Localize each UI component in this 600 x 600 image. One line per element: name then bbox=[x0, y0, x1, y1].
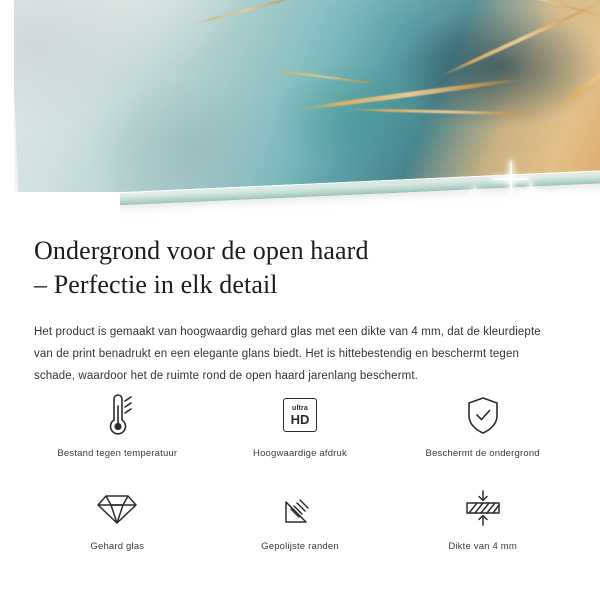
feature-label: Gehard glas bbox=[90, 541, 145, 552]
thermometer-icon bbox=[97, 392, 137, 438]
feature-item-tempered-glass bbox=[26, 485, 209, 552]
feature-label: Gepolijste randen bbox=[261, 541, 339, 552]
polished-edges-icon bbox=[280, 485, 320, 531]
feature-label: Bestand tegen temperatuur bbox=[57, 448, 178, 459]
hero-image bbox=[0, 0, 600, 218]
feature-item-temperature bbox=[26, 392, 209, 459]
diamond-icon bbox=[95, 485, 139, 531]
feature-item-thickness bbox=[391, 485, 574, 552]
badge-top-text: ultra bbox=[292, 404, 308, 412]
page-title-line-2: – Perfectie in elk detail bbox=[34, 270, 278, 300]
image-left-margin-mask bbox=[0, 0, 14, 218]
feature-item-print-quality bbox=[209, 392, 392, 459]
badge-bottom-text: HD bbox=[290, 411, 310, 427]
ultra-hd-icon bbox=[283, 392, 317, 438]
page-title bbox=[34, 234, 566, 303]
product-description-text: Het product is gemaakt van hoogwaardig gehard glas met een dikte van 4 mm, dat de kleurdiepte van de print benadrukt en een elegante glans biedt. Het is hittebestendig en beschermt tegen schade, waardoor het de ruimte rond de open haard jarenlang beschermt. bbox=[34, 325, 541, 383]
thickness-4mm-icon bbox=[461, 485, 505, 531]
shield-check-icon bbox=[463, 392, 503, 438]
image-bottom-margin-mask bbox=[0, 192, 120, 218]
text-content bbox=[0, 218, 600, 388]
feature-grid bbox=[0, 392, 600, 552]
feature-label: Dikte van 4 mm bbox=[448, 541, 517, 552]
ultra-hd-badge bbox=[283, 398, 317, 432]
feature-item-surface-protection bbox=[391, 392, 574, 459]
feature-item-polished-edges bbox=[209, 485, 392, 552]
page-title-line-1: Ondergrond voor de open haard bbox=[34, 236, 369, 265]
feature-label: Hoogwaardige afdruk bbox=[253, 448, 347, 459]
feature-label: Beschermt de ondergrond bbox=[425, 448, 540, 459]
hero-image-inner bbox=[0, 0, 600, 218]
glass-panel-graphic bbox=[8, 0, 600, 210]
